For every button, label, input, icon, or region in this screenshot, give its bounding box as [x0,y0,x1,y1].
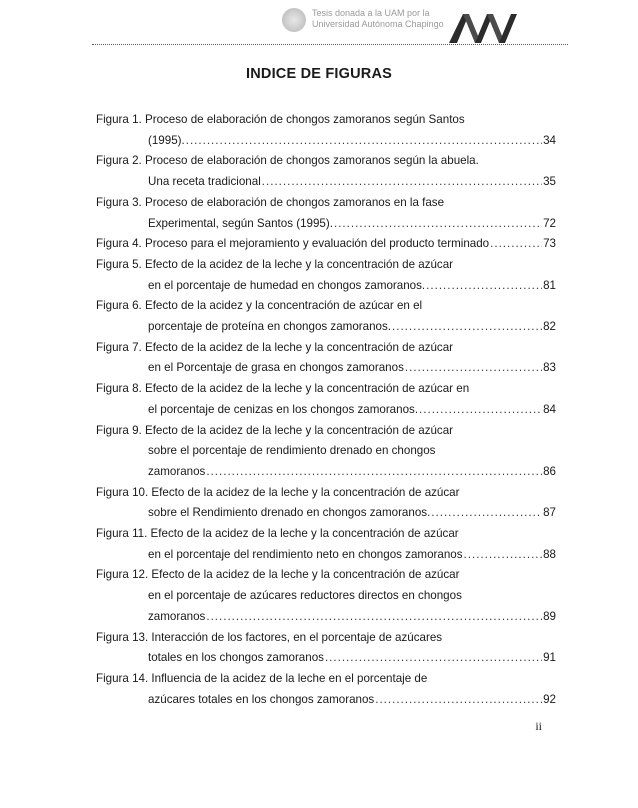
dot-leader [405,360,542,376]
figure-entry-line [148,588,462,604]
figure-entry-last-line [96,236,556,252]
figure-page-number: 82 [543,320,556,333]
figure-caption-text: sobre el Rendimiento drenado en chongos zamoranos. [148,506,431,520]
figure-page-number: 81 [543,278,556,292]
figure-caption-text: totales en los chongos zamoranos [148,651,324,665]
dot-leader [206,609,542,625]
figure-caption-text: en el Porcentaje de grasa en chongos zamoranos [148,361,404,375]
figure-caption-text: en el porcentaje de azúcares reductores directos en chongos [148,589,462,603]
figure-caption-text: zamoranos [148,609,206,623]
figure-entry-last-line [148,174,556,190]
dot-leader [334,216,542,232]
figure-caption-text: Figura 6. Efecto de la acidez y la concentración de azúcar en el [96,299,423,313]
figure-entry-line [96,485,460,501]
figure-caption-text: Figura 1. Proceso de elaboración de chongos zamoranos según Santos [96,113,465,126]
figure-entry-last-line [148,505,556,521]
figure-entry-last-line [148,402,556,418]
figure-entry-last-line [148,133,556,149]
dot-leader [490,236,542,252]
watermark-line-1: Tesis donada a la UAM por la [312,8,430,18]
university-seal-icon [282,8,306,32]
figure-caption-text: Figura 14. Influencia de la acidez de la leche en el porcentaje de [96,671,428,685]
figure-entry-last-line [148,609,556,625]
figure-caption-text: Figura 2. Proceso de elaboración de chongos zamoranos según la abuela. [96,154,479,168]
figure-page-number: 92 [543,692,556,706]
figure-entry-last-line [148,464,556,480]
figure-entry-line [96,567,460,583]
header-rule [92,44,568,45]
figure-entry-line [96,381,469,397]
figure-caption-text: azúcares totales en los chongos zamoranos [148,692,375,706]
figure-entry-last-line [148,360,556,376]
figure-caption-text: Figura 8. Efecto de la acidez de la leche y la concentración de azúcar en [96,382,470,396]
figure-page-number: 73 [543,237,556,251]
figure-page-number: 84 [543,402,556,416]
figure-caption-text: Figura 11. Efecto de la acidez de la leche y la concentración de azúcar [96,527,459,540]
figure-entry-line [148,443,435,459]
page-number: ii [535,719,542,733]
figure-caption-text: Figura 12. Efecto de la acidez de la leche y la concentración de azúcar [96,568,460,582]
figure-entry-line [96,671,427,687]
figure-entry-line [96,112,465,128]
figure-caption-text: el porcentaje de cenizas en los chongos zamoranos. [148,402,419,416]
figure-caption-text: Figura 13. Interacción de los factores, en el porcentaje de azúcares [96,630,443,644]
figure-entry-line [96,195,444,211]
figure-caption-text: porcentaje de proteína en chongos zamoranos. [148,320,391,333]
watermark-line-2: Universidad Autónoma Chapingo [312,19,444,29]
figure-caption-text: Figura 5. Efecto de la acidez de la leche y la concentración de azúcar [96,257,454,271]
figure-caption-text: sobre el porcentaje de rendimiento drenado en chongos [148,444,436,458]
figure-caption-text: en el porcentaje del rendimiento neto en chongos zamoranos [148,547,463,561]
figure-page-number: 83 [543,361,556,375]
dot-leader [325,650,542,666]
donation-watermark [312,8,444,30]
figure-page-number: 87 [543,506,556,520]
figure-caption-text: en el porcentaje de humedad en chongos zamoranos. [148,278,426,292]
figure-entry-line [96,298,422,314]
figure-caption-text: (1995). [148,133,185,147]
figure-page-number: 88 [543,547,556,561]
figure-caption-text: Figura 3. Proceso de elaboración de chongos zamoranos en la fase [96,195,445,209]
dot-leader [186,133,542,149]
figure-caption-text: Figura 4. Proceso para el mejoramiento y evaluación del producto terminado [96,237,490,251]
figure-entry-line [96,526,459,542]
figure-entry-last-line [148,216,556,232]
figure-page-number: 89 [543,609,556,623]
figure-entry-last-line [148,278,556,294]
figure-caption-text: Figura 7. Efecto de la acidez de la leche y la concentración de azúcar [96,340,454,354]
page-header [0,0,638,50]
figure-entry-last-line [148,692,556,708]
figure-entry-line [96,257,453,273]
figure-page-number: 34 [543,133,556,147]
dot-leader [464,547,543,563]
figure-entry-line [96,630,442,646]
figure-caption-text: Figura 10. Efecto de la acidez de la leche y la concentración de azúcar [96,485,460,499]
figure-entry-line [96,423,453,439]
figure-caption-text: Experimental, según Santos (1995). [148,216,333,230]
dot-leader [426,278,542,294]
dot-leader [392,319,542,335]
uam-logo-icon [447,10,519,44]
figure-entry-line [96,153,479,169]
figure-page-number: 86 [543,464,556,478]
dot-leader [262,174,542,190]
figure-entry-line [96,340,453,356]
figure-entry-last-line [148,547,556,563]
figure-page-number: 35 [543,175,556,189]
dot-leader [375,692,542,708]
dot-leader [431,505,542,521]
figure-caption-text: Figura 9. Efecto de la acidez de la leche y la concentración de azúcar [96,423,454,437]
figure-entry-last-line [148,319,556,335]
figure-caption-text: Una receta tradicional [148,175,261,189]
figure-page-number: 72 [543,216,556,230]
dot-leader [419,402,542,418]
figure-page-number: 91 [543,651,556,665]
dot-leader [206,464,542,480]
figure-caption-text: zamoranos [148,464,206,478]
page-title: INDICE DE FIGURAS [246,66,392,82]
figure-entry-last-line [148,650,556,666]
